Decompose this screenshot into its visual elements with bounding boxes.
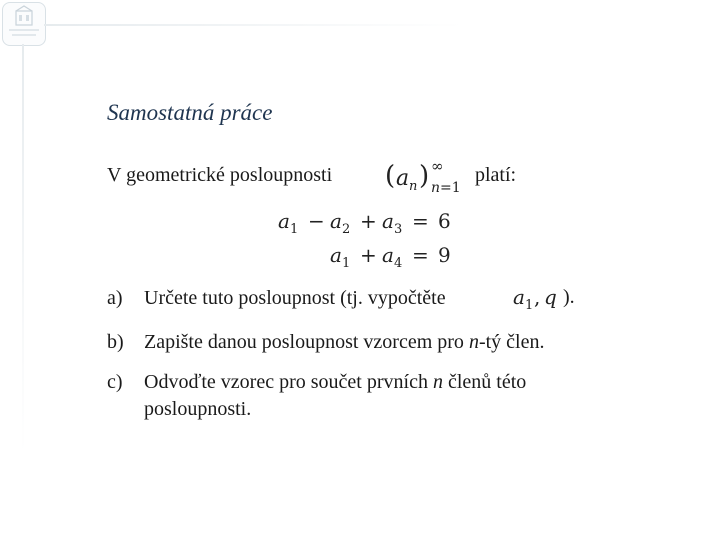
svg-text:∞: ∞ — [431, 157, 444, 175]
task-label: c) — [107, 371, 123, 393]
task-suffix: členů této — [447, 371, 527, 393]
svg-text:a: a — [396, 166, 410, 191]
eq2-rhs: 9 — [438, 243, 451, 267]
svg-text:n: n — [409, 179, 418, 194]
task-a — [107, 287, 446, 310]
svg-text:n=1: n=1 — [431, 180, 461, 196]
svg-text:a: a — [513, 285, 525, 309]
task-label: a) — [107, 287, 123, 309]
svg-text:1: 1 — [525, 298, 534, 313]
parameters-a1-q — [512, 283, 564, 313]
task-variable: n — [468, 331, 479, 353]
equation-system — [278, 206, 458, 272]
svg-text:a: a — [278, 209, 290, 233]
svg-text:): ) — [419, 161, 430, 191]
svg-text:4: 4 — [394, 256, 403, 271]
task-b — [107, 331, 544, 354]
svg-text:a: a — [330, 243, 342, 267]
task-text: Odvoďte vzorec pro součet prvních — [144, 371, 428, 393]
task-c — [107, 371, 526, 394]
svg-text:2: 2 — [342, 222, 351, 237]
svg-text:,: , — [534, 285, 541, 309]
university-logo — [2, 2, 46, 46]
svg-text:=: = — [412, 243, 429, 267]
eq1-rhs: 6 — [438, 209, 451, 233]
svg-text:=: = — [412, 209, 429, 233]
task-variable: n — [432, 371, 443, 393]
task-text: Určete tuto posloupnost (tj. vypočtěte — [144, 287, 446, 309]
top-divider — [44, 24, 464, 26]
intro-text: V geometrické posloupnosti — [107, 164, 333, 186]
svg-text:3: 3 — [394, 222, 403, 237]
svg-text:(: ( — [385, 161, 396, 191]
slide-heading: Samostatná práce — [107, 100, 273, 125]
task-suffix: -tý člen. — [478, 331, 545, 353]
task-c-continuation: posloupnosti. — [144, 398, 252, 420]
svg-text:a: a — [382, 243, 394, 267]
task-a-suffix: ). — [563, 286, 575, 308]
svg-text:−: − — [308, 209, 325, 233]
svg-text:+: + — [360, 209, 377, 233]
svg-text:+: + — [360, 243, 377, 267]
svg-text:q: q — [544, 285, 557, 309]
svg-text:a: a — [330, 209, 342, 233]
svg-text:1: 1 — [290, 222, 299, 237]
left-divider — [22, 44, 24, 454]
task-label: b) — [107, 331, 124, 353]
svg-text:1: 1 — [342, 256, 351, 271]
task-text: Zapište danou posloupnost vzorcem pro — [144, 331, 464, 353]
svg-text:a: a — [382, 209, 394, 233]
sequence-notation — [385, 156, 473, 196]
intro-suffix: platí: — [475, 164, 517, 186]
